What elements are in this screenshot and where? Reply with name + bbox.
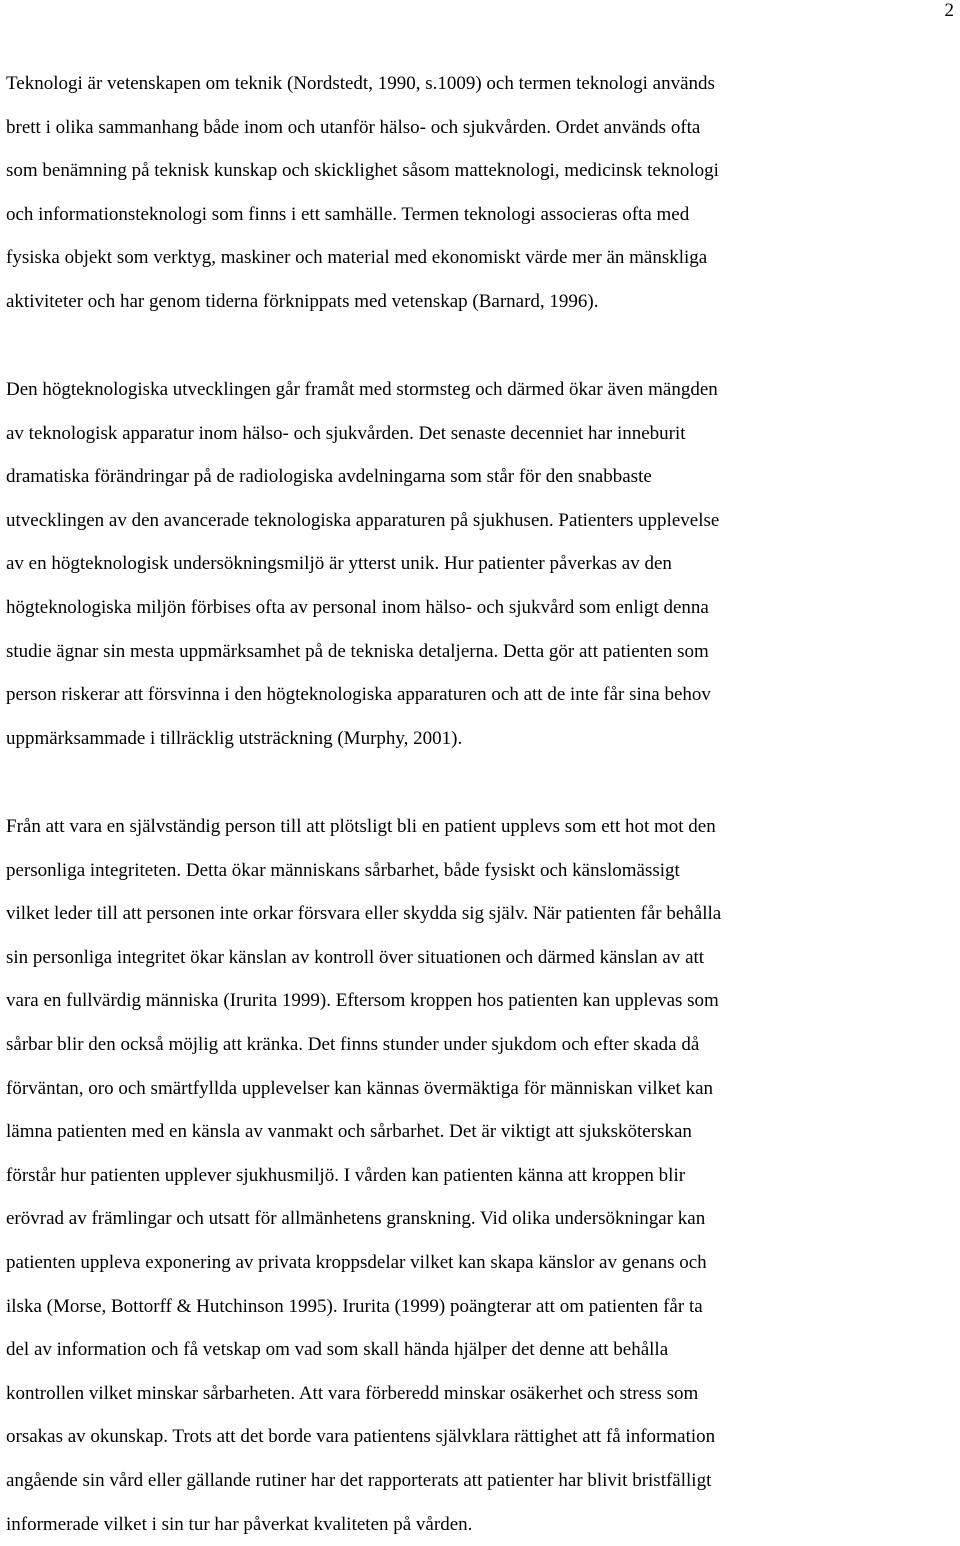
text-line: sårbar blir den också möjlig att kränka. Det finns stunder under sjukdom och efter skada då xyxy=(6,1023,957,1067)
text-line: sin personliga integritet ökar känslan av kontroll över situationen och därmed känslan av att xyxy=(6,936,957,980)
page-number: 2 xyxy=(945,0,955,22)
text-line: Från att vara en självständig person till att plötsligt bli en patient upplevs som ett hot mot den xyxy=(6,805,957,849)
text-line: angående sin vård eller gällande rutiner har det rapporterats att patienter har blivit bristfälligt xyxy=(6,1459,957,1503)
text-line: lämna patienten med en känsla av vanmakt och sårbarhet. Det är viktigt att sjuksköterskan xyxy=(6,1110,957,1154)
text-line: förstår hur patienten upplever sjukhusmiljö. I vården kan patienten känna att kroppen blir xyxy=(6,1154,957,1198)
text-line: högteknologiska miljön förbises ofta av personal inom hälso- och sjukvård som enligt denna xyxy=(6,586,957,630)
text-line: studie ägnar sin mesta uppmärksamhet på de tekniska detaljerna. Detta gör att patienten som xyxy=(6,630,957,674)
text-line: personliga integriteten. Detta ökar människans sårbarhet, både fysiskt och känslomässigt xyxy=(6,849,957,893)
text-line: vara en fullvärdig människa (Irurita 1999). Eftersom kroppen hos patienten kan upplevas som xyxy=(6,979,957,1023)
paragraph-technology-definition xyxy=(6,62,957,324)
text-line: orsakas av okunskap. Trots att det borde vara patientens självklara rättighet att få information xyxy=(6,1415,957,1459)
text-line: del av information och få vetskap om vad som skall hända hjälper det denne att behålla xyxy=(6,1328,957,1372)
text-line: informerade vilket i sin tur har påverkat kvaliteten på vården. xyxy=(6,1503,957,1546)
text-line: av en högteknologisk undersökningsmiljö är ytterst unik. Hur patienter påverkas av den xyxy=(6,542,957,586)
text-line: som benämning på teknisk kunskap och skicklighet såsom matteknologi, medicinsk teknologi xyxy=(6,149,957,193)
text-line: kontrollen vilket minskar sårbarheten. Att vara förberedd minskar osäkerhet och stress som xyxy=(6,1372,957,1416)
text-line: person riskerar att försvinna i den högteknologiska apparaturen och att de inte får sina behov xyxy=(6,673,957,717)
text-line: vilket leder till att personen inte orkar försvara eller skydda sig själv. När patienten får behålla xyxy=(6,892,957,936)
text-line: uppmärksammade i tillräcklig utsträckning (Murphy, 2001). xyxy=(6,717,957,761)
text-line: Den högteknologiska utvecklingen går framåt med stormsteg och därmed ökar även mängden xyxy=(6,368,957,412)
text-line: dramatiska förändringar på de radiologiska avdelningarna som står för den snabbaste xyxy=(6,455,957,499)
text-line: fysiska objekt som verktyg, maskiner och material med ekonomiskt värde mer än mänskliga xyxy=(6,236,957,280)
paragraph-high-tech-development xyxy=(6,368,957,760)
text-line: patienten uppleva exponering av privata kroppsdelar vilket kan skapa känslor av genans och xyxy=(6,1241,957,1285)
text-line: aktiviteter och har genom tiderna förknippats med vetenskap (Barnard, 1996). xyxy=(6,280,957,324)
text-line: brett i olika sammanhang både inom och utanför hälso- och sjukvården. Ordet används ofta xyxy=(6,106,957,150)
text-line: erövrad av främlingar och utsatt för allmänhetens granskning. Vid olika undersökningar kan xyxy=(6,1197,957,1241)
text-line: av teknologisk apparatur inom hälso- och sjukvården. Det senaste decenniet har inneburit xyxy=(6,412,957,456)
text-line: Teknologi är vetenskapen om teknik (Nordstedt, 1990, s.1009) och termen teknologi används xyxy=(6,62,957,106)
paragraph-patient-integrity xyxy=(6,805,957,1546)
text-line: förväntan, oro och smärtfyllda upplevelser kan kännas övermäktiga för människan vilket kan xyxy=(6,1067,957,1111)
text-line: ilska (Morse, Bottorff & Hutchinson 1995). Irurita (1999) poängterar att om patienten får ta xyxy=(6,1285,957,1329)
text-line: och informationsteknologi som finns i ett samhälle. Termen teknologi associeras ofta med xyxy=(6,193,957,237)
text-line: utvecklingen av den avancerade teknologiska apparaturen på sjukhusen. Patienters upplevelse xyxy=(6,499,957,543)
